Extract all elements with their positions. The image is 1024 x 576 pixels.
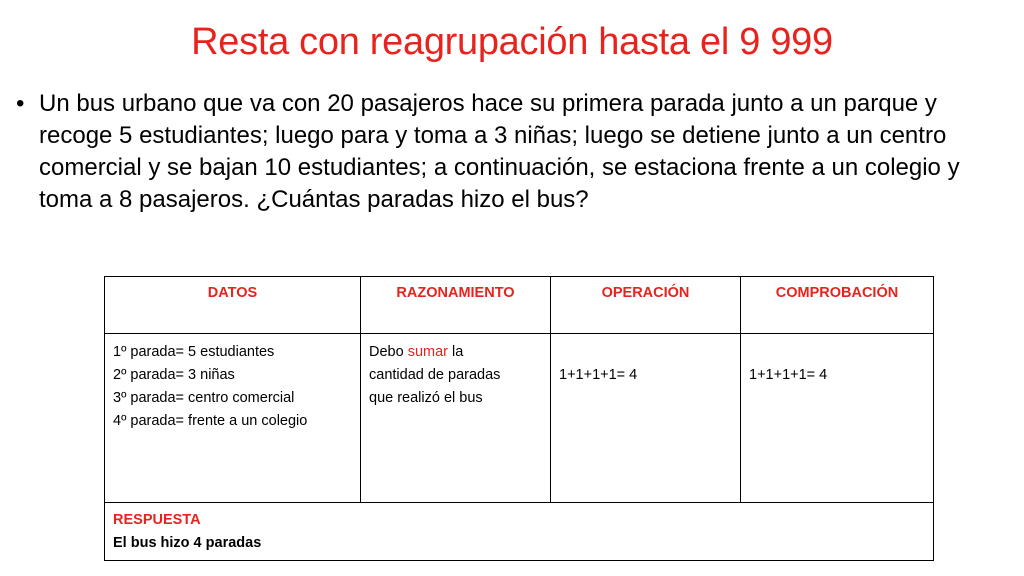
datos-line: 3º parada= centro comercial [113,390,295,406]
header-razonamiento: RAZONAMIENTO [361,277,551,334]
answer-value: El bus hizo 4 paradas [113,535,262,551]
razonamiento-line: que realizó el bus [369,390,483,406]
operacion-cell: 1+1+1+1= 4 [551,334,741,503]
razonamiento-cell [361,334,551,503]
answer-row [105,503,934,561]
problem-statement [16,88,976,216]
razonamiento-highlight: sumar [407,344,448,360]
razonamiento-line [369,341,544,364]
header-datos: DATOS [105,277,361,334]
answer-label: RESPUESTA [113,512,201,528]
header-row [105,277,934,334]
solution-table [104,276,934,561]
comprobacion-cell: 1+1+1+1= 4 [741,334,934,503]
datos-cell [105,334,361,503]
razonamiento-before: Debo [369,344,408,360]
header-comprobacion: COMPROBACIÓN [741,277,934,334]
header-operacion: OPERACIÓN [551,277,741,334]
content-row [105,334,934,503]
answer-cell [105,503,934,561]
problem-text: Un bus urbano que va con 20 pasajeros hace su primera parada junto a un parque y recoge 5 estudiantes; luego para y toma a 3 niñas; luego se detiene junto a un centro comercial y se bajan 10 estudiantes; a continuación, se estaciona frente a un colegio y toma a 8 pasajeros. ¿Cuántas paradas hizo el bus? [39,90,960,213]
datos-line: 4º parada= frente a un colegio [113,413,308,429]
datos-line: 2º parada= 3 niñas [113,367,235,383]
bullet-marker: • [16,90,25,117]
datos-line: 1º parada= 5 estudiantes [113,344,275,360]
razonamiento-line: cantidad de paradas [369,367,501,383]
razonamiento-after: la [448,344,464,360]
slide-title: Resta con reagrupación hasta el 9 999 [191,21,833,63]
